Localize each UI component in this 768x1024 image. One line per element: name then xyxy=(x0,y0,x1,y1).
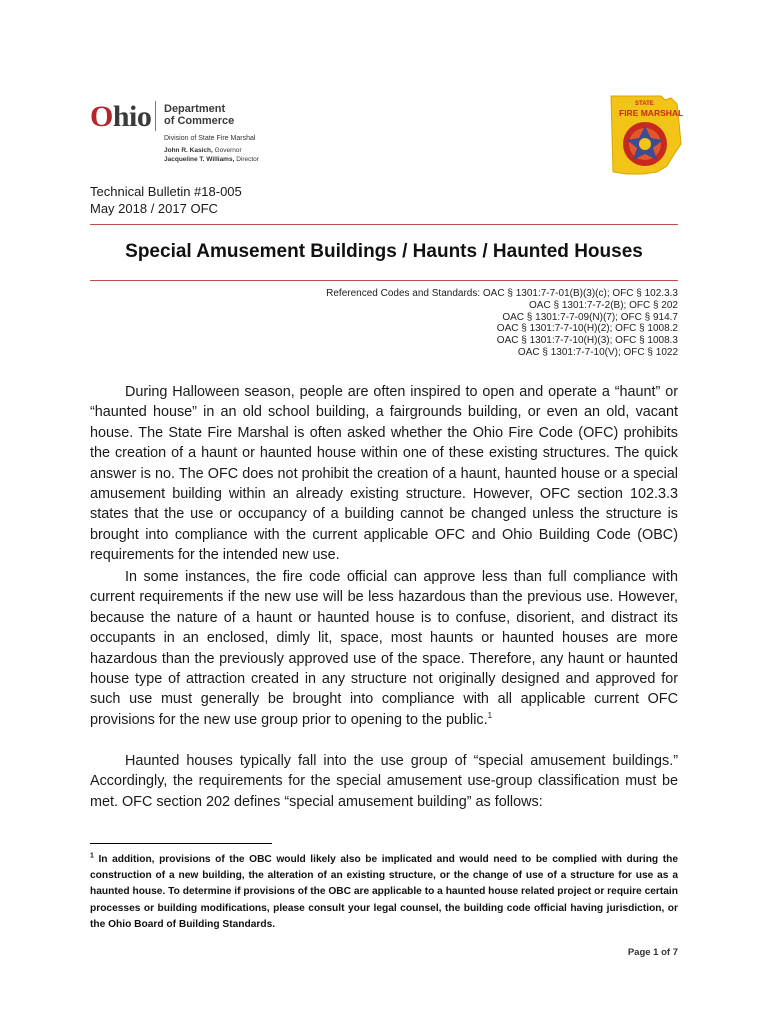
body-paragraph-2: In some instances, the fire code official can approve less than full compliance with current requirements if the new use will be less hazardous than the previous use. However, because the nature of a haunt or haunted house is to confuse, disorient, and distract its occupants in an enclosed, dimly lit, space, most haunts or haunted houses are more hazardous than the previously approved use of the space. Therefore, any haunt or haunted house type of attraction created in any structure not originally designed and approved for such use must generally be brought into compliance with all applicable current OFC provisions for the new use group prior to opening to the public.$^1$ xyxy=(90,569,678,728)
header-rule-bottom xyxy=(90,280,678,281)
reference-line: OAC § 1301:7-7-10(H)(3); OFC § 1008.3 xyxy=(496,335,678,347)
footnote-reference[interactable]: 1 xyxy=(487,711,493,721)
division-name: Division of State Fire Marshal xyxy=(164,135,256,142)
bulletin-number: Technical Bulletin #18-005 xyxy=(90,184,242,199)
footnote: $^1$ In addition, provisions of the OBC would likely also be implicated and would need to be complied with during the construction of a new building, the alteration of an existing structure, or the change of use of a structure for use as a haunted house. To determine if provisions of the OBC are applicable to a haunted house related project or require certain processes or building modifications, please consult your legal counsel, the building code official having jurisdiction, or the Ohio Board of Building Standards. xyxy=(90,852,678,930)
logo-divider xyxy=(155,101,156,131)
bulletin-date: May 2018 / 2017 OFC xyxy=(90,201,218,216)
badge-state-text: STATE xyxy=(635,101,654,107)
header-rule-top xyxy=(90,224,678,225)
body-paragraph-3: Haunted houses typically fall into the use group of “special amusement buildings.” Accordingly, the requirements for the special amusement use-group classification must be met. OFC section 202 defines “special amusement building” as follows: xyxy=(90,753,678,810)
reference-line: Referenced Codes and Standards: OAC § 1301:7-7-01(B)(3)(c); OFC § 102.3.3 xyxy=(326,288,678,299)
reference-line: OAC § 1301:7-7-2(B); OFC § 202 xyxy=(529,299,678,311)
department-name: Department of Commerce xyxy=(164,103,235,127)
officials-list: John R. Kasich, Governor Jacqueline T. Williams, Director xyxy=(164,147,259,163)
state-fire-marshal-badge-icon xyxy=(607,92,685,176)
ohio-logo-wordmark: Ohio xyxy=(90,100,152,133)
referenced-codes xyxy=(326,288,678,359)
page-title: Special Amusement Buildings / Haunts / Haunted Houses xyxy=(125,241,643,262)
reference-line: OAC § 1301:7-7-09(N)(7); OFC § 914.7 xyxy=(502,311,678,323)
body-paragraph-1: During Halloween season, people are often inspired to open and operate a “haunt” or “haunted house” in an old school building, a fairgrounds building, or even an old, vacant house. The State Fire Marshal is often asked whether the Ohio Fire Code (OFC) prohibits the creation of a haunt or haunted house within one of these existing structures. The quick answer is no. The OFC does not prohibit the creation of a haunt, haunted house or a special amusement building within an already existing structure. However, OFC section 102.3.3 states that the use or occupancy of a building cannot be changed unless the structure is brought into compliance with the current applicable OFC and Ohio Building Code (OBC) requirements for the intended new use. xyxy=(90,384,678,564)
reference-line: OAC § 1301:7-7-10(H)(2); OFC § 1008.2 xyxy=(496,323,678,335)
page-number: Page 1 of 7 xyxy=(627,947,678,958)
badge-fire-marshal-text: FIRE MARSHAL xyxy=(619,108,684,118)
reference-line: OAC § 1301:7-7-10(V); OFC § 1022 xyxy=(517,346,678,358)
footnote-separator xyxy=(90,843,272,844)
